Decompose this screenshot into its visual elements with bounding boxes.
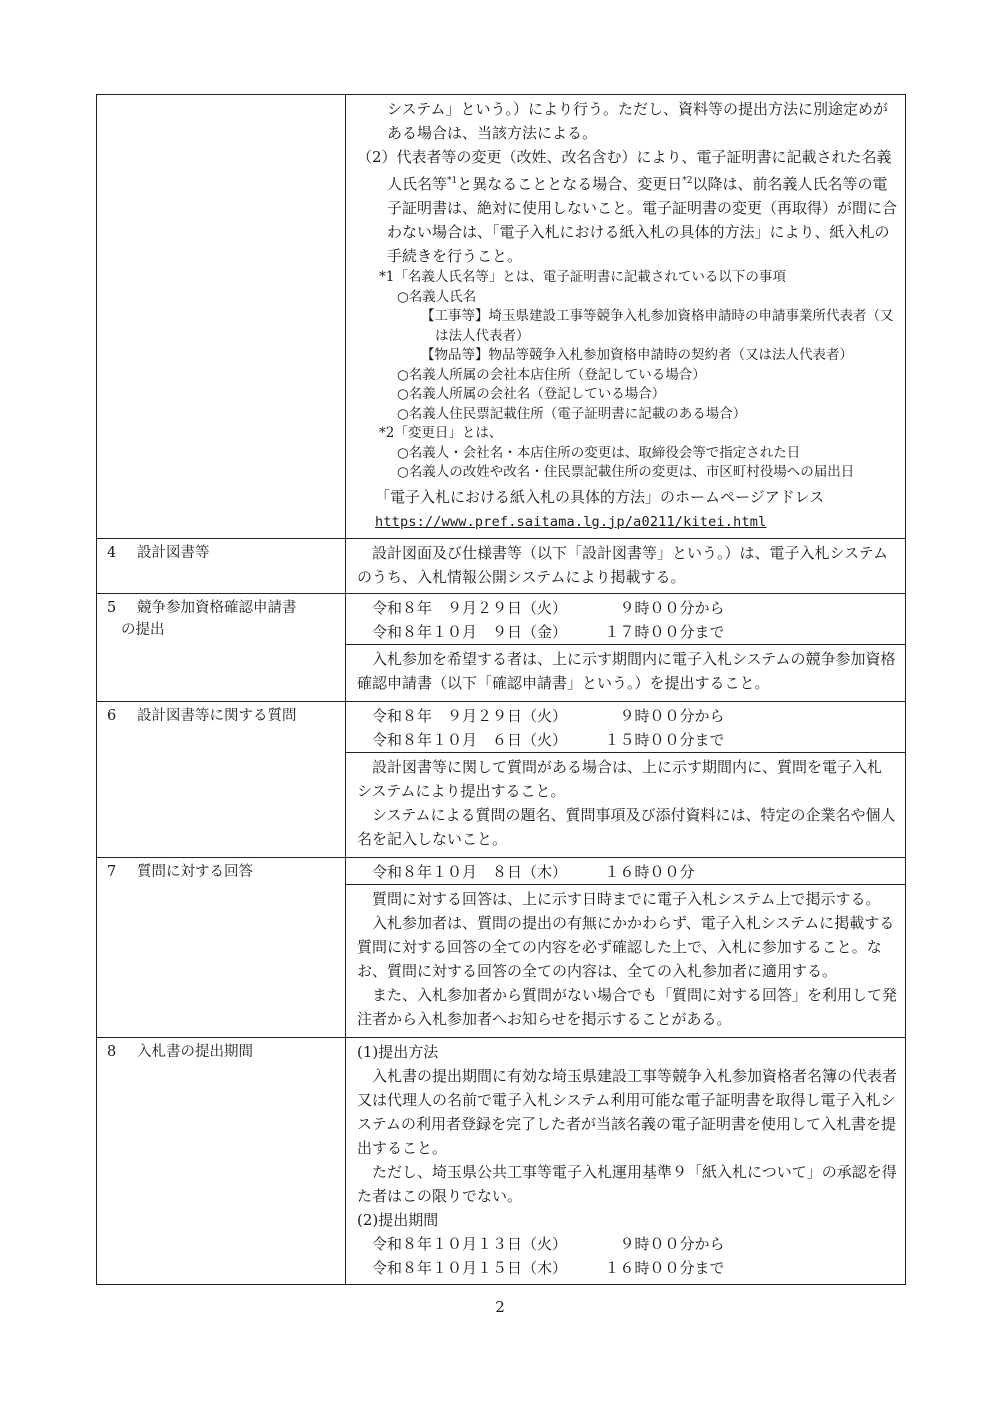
section-8-title: 入札書の提出期間	[137, 1043, 253, 1060]
section-7-date: 令和８年１０月 ８日（木） １６時００分	[372, 862, 695, 881]
section-6-content	[346, 701, 906, 857]
table-row-section-4	[97, 538, 906, 593]
section-8-text-2: ただし、埼玉県公共工事等電子入札運用基準９「紙入札について」の承認を得た者はこの限りでない。	[357, 1162, 897, 1205]
notice-table	[96, 94, 906, 1285]
note-1-a: ○名義人氏名	[397, 288, 477, 305]
section-6-end-date: 令和８年１０月 ６日（火） １５時００分まで	[372, 730, 725, 749]
section-8-sub-1: (1)提出方法	[357, 1042, 439, 1061]
section-6-start-date: 令和８年 ９月２９日（火） ９時００分から	[372, 706, 725, 725]
continued-text: システム」という。）により行う。ただし、資料等の提出方法に別途定めがある場合は、当該方法による。	[387, 100, 889, 142]
section-4-number: 4	[107, 544, 117, 561]
table-row-section-5	[97, 593, 906, 701]
note-1-a1: 【工事等】埼玉県建設工事等競争入札参加資格申請時の申請事業所代表者（又は法人代表者）	[421, 308, 894, 344]
section-8-label	[97, 1037, 346, 1284]
section-6-text-2: システムによる質問の題名、質問事項及び添付資料には、特定の企業名や個人名を記入しないこと。	[357, 805, 896, 848]
section-5-title-2: の提出	[121, 621, 165, 638]
item-2-mid: と異なることとなる場合、変更日	[457, 175, 683, 193]
section-6-text-1: 設計図書等に関して質問がある場合は、上に示す期間内に、質問を電子入札システムにより提出すること。	[357, 757, 883, 800]
item-2-post: 以降は、前名義人氏名等の電子証明書は、絶対に使用しないこと。電子証明書の変更（再取得）が間に合わない場合は、「電子入札における紙入札の具体的方法」により、紙入札の手続きを行うこと。	[387, 175, 898, 265]
note-1-d: ○名義人住民票記載住所（電子証明書に記載のある場合）	[397, 405, 747, 422]
section-8-end-date: 令和８年１０月１５日（木） １６時００分まで	[372, 1258, 725, 1277]
note-2-a: ○名義人・会社名・本店住所の変更は、取締役会等で指定された日	[397, 444, 801, 461]
note-1-title: *1「名義人氏名等」とは、電子証明書に記載されている以下の事項	[379, 269, 786, 285]
section-7-text-2: 入札参加者は、質問の提出の有無にかかわらず、電子入札システムに掲載する質問に対する回答の全ての内容を必ず確認した上で、入札に参加すること。なお、質問に対する回答の全ての内容は、全ての入札参加者に適用する。	[357, 913, 895, 980]
table-row-section-7	[97, 857, 906, 1037]
section-7-content	[346, 857, 906, 1037]
section-8-content	[346, 1037, 906, 1284]
page-number: 2	[495, 1298, 505, 1316]
section-4-title: 設計図書等	[137, 544, 210, 561]
section-6-divider	[346, 752, 905, 853]
row-label-empty	[97, 95, 346, 539]
item-2-pre: （2）代表者等の変更（改姓、改名含む）により、電子証明書に記載された名義人氏名等	[357, 148, 892, 193]
section-5-text: 入札参加を希望する者は、上に示す期間内に電子入札システムの競争参加資格確認申請書（以下「確認申請書」という。）を提出すること。	[357, 649, 896, 692]
item-2-text	[357, 145, 897, 268]
homepage-url-line	[357, 509, 897, 534]
section-5-end-date: 令和８年１０月 ９日（金） １７時００分まで	[372, 622, 725, 641]
note-1-c: ○名義人所属の会社名（登記している場合）	[397, 386, 666, 402]
table-row	[97, 95, 906, 539]
section-8-text-1: 入札書の提出期間に有効な埼玉県建設工事等競争入札参加資格者名簿の代表者又は代理人の名前で電子入札システム利用可能な電子証明書を取得し電子入札システムの利用者登録を完了した者が当該名義の電子証明書を使用して入札書を提出すること。	[357, 1066, 898, 1157]
section-5-divider	[346, 644, 905, 697]
section-8-start-date: 令和８年１０月１３日（火） ９時００分から	[372, 1234, 725, 1253]
note-1-a2: 【物品等】物品等競争入札参加資格申請時の契約者（又は法人代表者）	[421, 347, 853, 363]
homepage-label: 「電子入札における紙入札の具体的方法」のホームページアドレス	[375, 487, 825, 506]
row-content	[346, 95, 906, 539]
section-5-number: 5	[107, 599, 117, 616]
note-2-b: ○名義人の改姓や改名・住民票記載住所の変更は、市区町村役場への届出日	[397, 464, 855, 480]
section-6-label	[97, 701, 346, 857]
section-5-start-date: 令和８年 ９月２９日（火） ９時００分から	[372, 598, 725, 617]
section-6-title: 設計図書等に関する質問	[137, 707, 297, 724]
section-5-label	[97, 593, 346, 701]
section-7-divider	[346, 884, 905, 1033]
section-4-content	[346, 538, 906, 593]
footnote-ref-2: *2	[682, 176, 693, 186]
footnote-ref-1: *1	[447, 176, 458, 186]
section-7-label	[97, 857, 346, 1037]
section-5-title-1: 競争参加資格確認申請書	[137, 599, 297, 616]
section-7-text-3: また、入札参加者から質問がない場合でも「質問に対する回答」を利用して発注者から入札参加者へお知らせを掲示することがある。	[357, 985, 898, 1028]
section-7-text-1: 質問に対する回答は、上に示す日時までに電子入札システム上で掲示する。	[372, 889, 881, 908]
note-2-title: *2「変更日」とは、	[379, 425, 503, 441]
section-7-title: 質問に対する回答	[137, 863, 253, 880]
table-row-section-6	[97, 701, 906, 857]
homepage-url-link[interactable]: https://www.pref.saitama.lg.jp/a0211/kitei.html	[375, 513, 767, 530]
section-8-number: 8	[107, 1043, 117, 1060]
note-1-b: ○名義人所属の会社本店住所（登記している場合）	[397, 366, 706, 383]
section-5-content	[346, 593, 906, 701]
section-6-number: 6	[107, 707, 117, 724]
section-4-label	[97, 538, 346, 593]
section-7-number: 7	[107, 863, 117, 880]
table-row-section-8	[97, 1037, 906, 1284]
section-4-text: 設計図面及び仕様書等（以下「設計図書等」という。）は、電子入札システムのうち、入札情報公開システムにより掲載する。	[357, 543, 889, 586]
section-8-sub-2: (2)提出期間	[357, 1210, 439, 1229]
